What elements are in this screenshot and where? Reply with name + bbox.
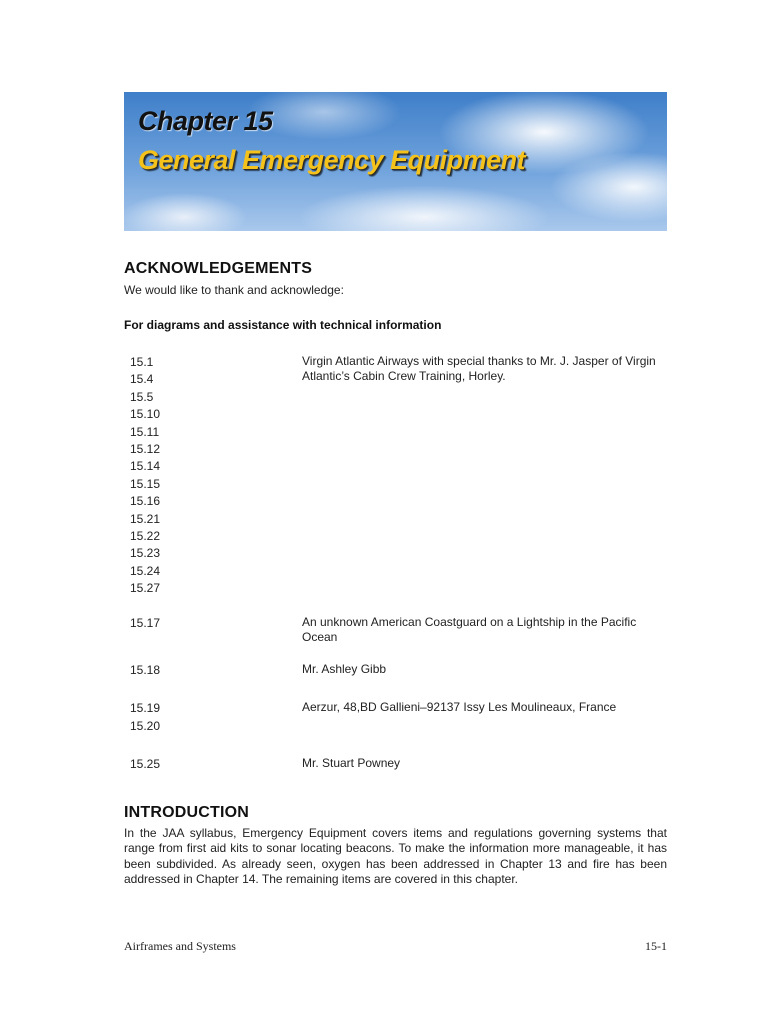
chapter-banner — [124, 92, 667, 231]
figure-number: 15.22 — [130, 529, 161, 544]
figure-number: 15.16 — [130, 494, 161, 509]
credit-group — [130, 700, 670, 735]
introduction-heading: INTRODUCTION — [124, 804, 250, 821]
credit-description: Virgin Atlantic Airways with special thanks to Mr. J. Jasper of Virgin Atlantic’s Cabin Crew Training, Horley. — [302, 354, 656, 383]
figure-number: 15.21 — [130, 511, 161, 526]
credit-group — [130, 756, 670, 773]
credit-description: Mr. Stuart Powney — [302, 755, 401, 770]
credit-group — [130, 615, 670, 645]
credit-description: An unknown American Coastguard on a Lightship in the Pacific Ocean — [302, 614, 637, 644]
acknowledgements-subheading: For diagrams and assistance with technical information — [124, 318, 442, 332]
chapter-number: Chapter 15 — [138, 106, 273, 136]
credit-description: Mr. Ashley Gibb — [302, 661, 387, 676]
figure-number: 15.4 — [130, 372, 154, 387]
figure-list — [130, 756, 302, 773]
figure-number: 15.10 — [130, 407, 161, 422]
figure-list — [130, 662, 302, 679]
credit-description: Aerzur, 48,BD Gallieni–92137 Issy Les Moulineaux, France — [302, 700, 617, 715]
acknowledgements-intro: We would like to thank and acknowledge: — [124, 283, 344, 297]
footer-book-title: Airframes and Systems — [124, 939, 236, 953]
credit-group — [130, 662, 670, 679]
figure-number: 15.11 — [130, 424, 160, 439]
acknowledgements-heading: ACKNOWLEDGEMENTS — [124, 260, 313, 277]
figure-number: 15.27 — [130, 581, 161, 596]
figure-list — [130, 700, 302, 735]
figure-number: 15.15 — [130, 476, 161, 491]
figure-number: 15.23 — [130, 546, 161, 561]
chapter-title: General Emergency Equipment — [138, 145, 526, 175]
figure-list — [130, 354, 302, 598]
footer-page-number: 15-1 — [645, 939, 667, 953]
figure-number: 15.25 — [130, 756, 161, 771]
figure-number: 15.20 — [130, 718, 161, 733]
figure-number: 15.19 — [130, 701, 161, 716]
figure-number: 15.12 — [130, 442, 161, 457]
introduction-text: In the JAA syllabus, Emergency Equipment covers items and regulations governing systems that range from first aid kits to sonar locating beacons. To make the information more manageable, it has been subdivided. As already seen, oxygen has been addressed in Chapter 13 and fire has been addressed in Chapter 14. The remaining items are covered in this chapter. — [124, 826, 667, 887]
figure-number: 15.24 — [130, 563, 161, 578]
figure-number: 15.17 — [130, 615, 161, 630]
figure-number: 15.5 — [130, 389, 154, 404]
figure-number: 15.1 — [130, 355, 154, 369]
credits-list — [130, 354, 670, 773]
credit-group — [130, 354, 670, 598]
figure-number: 15.14 — [130, 459, 161, 474]
figure-number: 15.18 — [130, 662, 161, 677]
figure-list — [130, 615, 302, 632]
